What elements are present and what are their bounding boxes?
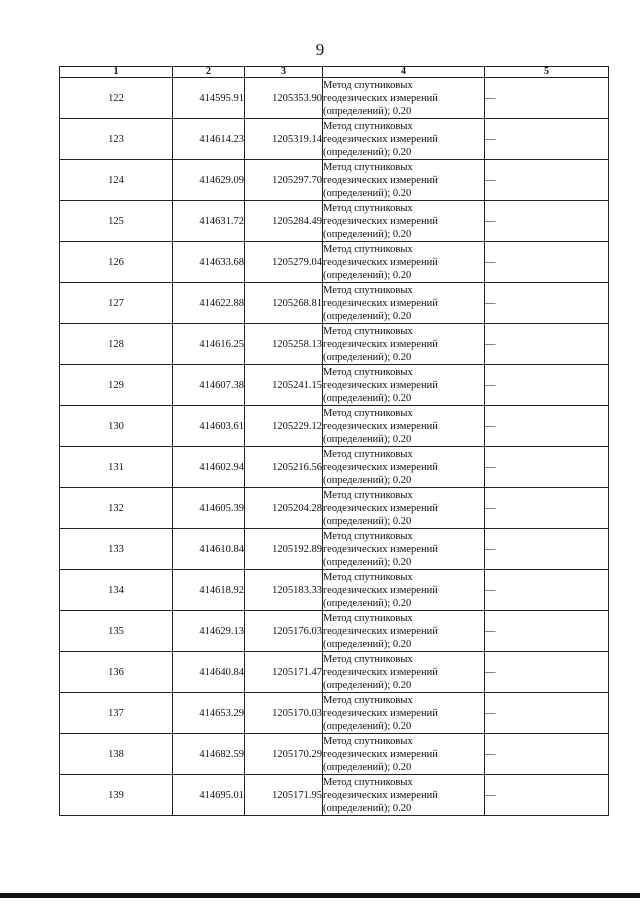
- table-row: [60, 201, 609, 242]
- method-line: (определений); 0.20: [323, 392, 412, 404]
- table-row: [60, 324, 609, 365]
- point-number-cell: 123: [60, 119, 173, 160]
- method-line: Метод спутниковых: [323, 79, 413, 91]
- method-line: геодезических измерений: [323, 707, 438, 719]
- method-line: геодезических измерений: [323, 420, 438, 432]
- method-line: (определений); 0.20: [323, 310, 412, 322]
- point-number-cell: 130: [60, 406, 173, 447]
- note-cell: —: [485, 652, 609, 693]
- method-line: Метод спутниковых: [323, 694, 413, 706]
- scan-bottom-edge: [0, 893, 640, 898]
- method-line: (определений); 0.20: [323, 679, 412, 691]
- header-col-4: 4: [323, 67, 485, 78]
- method-line: Метод спутниковых: [323, 202, 413, 214]
- method-line: геодезических измерений: [323, 256, 438, 268]
- method-line: геодезических измерений: [323, 461, 438, 473]
- y-coordinate-cell: 1205183.33: [245, 570, 323, 611]
- method-line: Метод спутниковых: [323, 243, 413, 255]
- y-coordinate-cell: 1205229.12: [245, 406, 323, 447]
- header-col-1: 1: [60, 67, 173, 78]
- x-coordinate-cell: 414622.88: [173, 283, 245, 324]
- y-coordinate-cell: 1205171.95: [245, 775, 323, 816]
- table-row: [60, 78, 609, 119]
- table-row: [60, 570, 609, 611]
- method-line: геодезических измерений: [323, 584, 438, 596]
- method-line: геодезических измерений: [323, 338, 438, 350]
- method-line: геодезических измерений: [323, 502, 438, 514]
- point-number-cell: 127: [60, 283, 173, 324]
- y-coordinate-cell: 1205258.13: [245, 324, 323, 365]
- y-coordinate-cell: 1205176.03: [245, 611, 323, 652]
- page-number: 9: [315, 40, 325, 59]
- note-cell: —: [485, 160, 609, 201]
- method-line: геодезических измерений: [323, 174, 438, 186]
- method-line: (определений); 0.20: [323, 802, 412, 814]
- method-line: (определений); 0.20: [323, 433, 412, 445]
- method-cell: [323, 406, 485, 447]
- point-number-cell: 131: [60, 447, 173, 488]
- point-number-cell: 132: [60, 488, 173, 529]
- note-cell: —: [485, 488, 609, 529]
- x-coordinate-cell: 414618.92: [173, 570, 245, 611]
- point-number-cell: 133: [60, 529, 173, 570]
- note-cell: —: [485, 447, 609, 488]
- x-coordinate-cell: 414631.72: [173, 201, 245, 242]
- note-cell: —: [485, 242, 609, 283]
- method-cell: [323, 775, 485, 816]
- method-line: (определений); 0.20: [323, 105, 412, 117]
- note-cell: —: [485, 775, 609, 816]
- x-coordinate-cell: 414605.39: [173, 488, 245, 529]
- y-coordinate-cell: 1205170.29: [245, 734, 323, 775]
- table-row: [60, 160, 609, 201]
- method-line: Метод спутниковых: [323, 612, 413, 624]
- point-number-cell: 125: [60, 201, 173, 242]
- method-line: геодезических измерений: [323, 625, 438, 637]
- x-coordinate-cell: 414610.84: [173, 529, 245, 570]
- method-line: Метод спутниковых: [323, 366, 413, 378]
- method-cell: [323, 734, 485, 775]
- note-cell: —: [485, 365, 609, 406]
- method-line: (определений); 0.20: [323, 269, 412, 281]
- table-row: [60, 652, 609, 693]
- method-cell: [323, 652, 485, 693]
- x-coordinate-cell: 414653.29: [173, 693, 245, 734]
- method-line: Метод спутниковых: [323, 489, 413, 501]
- point-number-cell: 124: [60, 160, 173, 201]
- y-coordinate-cell: 1205192.89: [245, 529, 323, 570]
- method-line: геодезических измерений: [323, 789, 438, 801]
- y-coordinate-cell: 1205268.81: [245, 283, 323, 324]
- header-col-5: 5: [485, 67, 609, 78]
- method-cell: [323, 283, 485, 324]
- point-number-cell: 134: [60, 570, 173, 611]
- method-line: (определений); 0.20: [323, 187, 412, 199]
- y-coordinate-cell: 1205241.15: [245, 365, 323, 406]
- note-cell: —: [485, 283, 609, 324]
- method-line: (определений); 0.20: [323, 720, 412, 732]
- point-number-cell: 136: [60, 652, 173, 693]
- note-cell: —: [485, 734, 609, 775]
- method-cell: [323, 529, 485, 570]
- y-coordinate-cell: 1205353.90: [245, 78, 323, 119]
- method-cell: [323, 201, 485, 242]
- method-line: геодезических измерений: [323, 666, 438, 678]
- method-cell: [323, 488, 485, 529]
- x-coordinate-cell: 414695.01: [173, 775, 245, 816]
- x-coordinate-cell: 414616.25: [173, 324, 245, 365]
- y-coordinate-cell: 1205171.47: [245, 652, 323, 693]
- method-line: Метод спутниковых: [323, 448, 413, 460]
- table-row: [60, 529, 609, 570]
- x-coordinate-cell: 414629.09: [173, 160, 245, 201]
- method-line: Метод спутниковых: [323, 161, 413, 173]
- method-line: (определений); 0.20: [323, 474, 412, 486]
- method-line: геодезических измерений: [323, 215, 438, 227]
- method-line: (определений); 0.20: [323, 638, 412, 650]
- x-coordinate-cell: 414595.91: [173, 78, 245, 119]
- table-row: [60, 693, 609, 734]
- note-cell: —: [485, 529, 609, 570]
- table-row: [60, 611, 609, 652]
- table-body: [60, 78, 609, 816]
- note-cell: —: [485, 611, 609, 652]
- note-cell: —: [485, 119, 609, 160]
- method-line: Метод спутниковых: [323, 571, 413, 583]
- method-line: (определений); 0.20: [323, 556, 412, 568]
- method-cell: [323, 611, 485, 652]
- point-number-cell: 137: [60, 693, 173, 734]
- point-number-cell: 138: [60, 734, 173, 775]
- method-line: Метод спутниковых: [323, 407, 413, 419]
- y-coordinate-cell: 1205279.04: [245, 242, 323, 283]
- table-row: [60, 734, 609, 775]
- y-coordinate-cell: 1205319.14: [245, 119, 323, 160]
- table-header-row: [60, 67, 609, 78]
- table-row: [60, 406, 609, 447]
- point-number-cell: 128: [60, 324, 173, 365]
- table-row: [60, 283, 609, 324]
- method-line: (определений); 0.20: [323, 761, 412, 773]
- y-coordinate-cell: 1205297.70: [245, 160, 323, 201]
- method-line: (определений); 0.20: [323, 228, 412, 240]
- x-coordinate-cell: 414629.13: [173, 611, 245, 652]
- method-line: Метод спутниковых: [323, 776, 413, 788]
- method-cell: [323, 78, 485, 119]
- point-number-cell: 122: [60, 78, 173, 119]
- table-row: [60, 242, 609, 283]
- method-line: геодезических измерений: [323, 297, 438, 309]
- x-coordinate-cell: 414603.61: [173, 406, 245, 447]
- method-line: (определений); 0.20: [323, 515, 412, 527]
- note-cell: —: [485, 693, 609, 734]
- method-line: геодезических измерений: [323, 133, 438, 145]
- method-line: Метод спутниковых: [323, 530, 413, 542]
- method-line: (определений); 0.20: [323, 146, 412, 158]
- note-cell: —: [485, 406, 609, 447]
- method-line: геодезических измерений: [323, 748, 438, 760]
- method-line: Метод спутниковых: [323, 284, 413, 296]
- method-cell: [323, 242, 485, 283]
- method-cell: [323, 570, 485, 611]
- header-col-3: 3: [245, 67, 323, 78]
- y-coordinate-cell: 1205216.56: [245, 447, 323, 488]
- method-cell: [323, 119, 485, 160]
- x-coordinate-cell: 414640.84: [173, 652, 245, 693]
- method-line: Метод спутниковых: [323, 325, 413, 337]
- x-coordinate-cell: 414614.23: [173, 119, 245, 160]
- point-number-cell: 135: [60, 611, 173, 652]
- note-cell: —: [485, 570, 609, 611]
- note-cell: —: [485, 324, 609, 365]
- method-cell: [323, 447, 485, 488]
- point-number-cell: 139: [60, 775, 173, 816]
- y-coordinate-cell: 1205170.03: [245, 693, 323, 734]
- method-line: Метод спутниковых: [323, 120, 413, 132]
- table-row: [60, 775, 609, 816]
- x-coordinate-cell: 414602.94: [173, 447, 245, 488]
- x-coordinate-cell: 414682.59: [173, 734, 245, 775]
- table-row: [60, 488, 609, 529]
- method-line: геодезических измерений: [323, 543, 438, 555]
- method-line: Метод спутниковых: [323, 735, 413, 747]
- table-row: [60, 365, 609, 406]
- method-cell: [323, 365, 485, 406]
- method-line: Метод спутниковых: [323, 653, 413, 665]
- coordinates-table: [59, 66, 609, 816]
- method-line: (определений); 0.20: [323, 351, 412, 363]
- point-number-cell: 129: [60, 365, 173, 406]
- x-coordinate-cell: 414633.68: [173, 242, 245, 283]
- method-cell: [323, 324, 485, 365]
- note-cell: —: [485, 78, 609, 119]
- y-coordinate-cell: 1205284.49: [245, 201, 323, 242]
- method-line: геодезических измерений: [323, 379, 438, 391]
- method-cell: [323, 693, 485, 734]
- y-coordinate-cell: 1205204.28: [245, 488, 323, 529]
- note-cell: —: [485, 201, 609, 242]
- method-line: (определений); 0.20: [323, 597, 412, 609]
- header-col-2: 2: [173, 67, 245, 78]
- table-row: [60, 119, 609, 160]
- method-cell: [323, 160, 485, 201]
- point-number-cell: 126: [60, 242, 173, 283]
- table-row: [60, 447, 609, 488]
- method-line: геодезических измерений: [323, 92, 438, 104]
- x-coordinate-cell: 414607.38: [173, 365, 245, 406]
